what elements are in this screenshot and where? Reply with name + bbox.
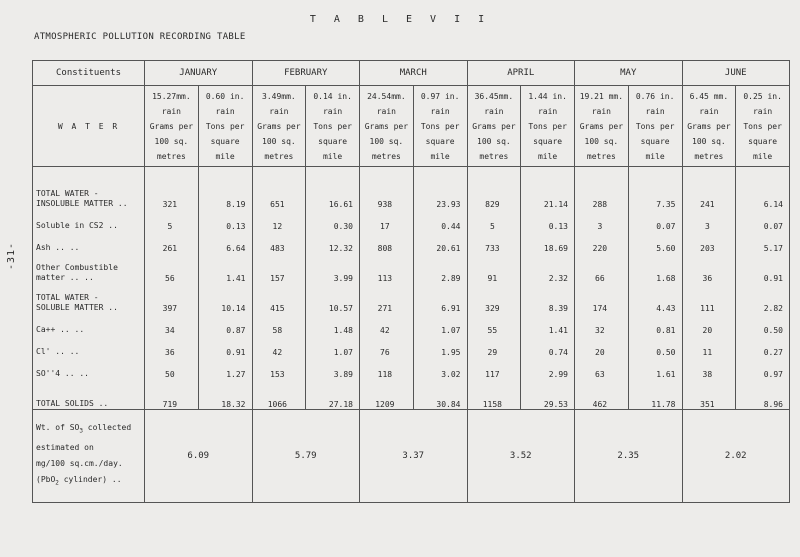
tons-value: 1.07 — [413, 313, 467, 335]
grams-value: 271 — [360, 283, 414, 313]
tons-value: 2.82 — [736, 283, 790, 313]
unit-line: 100 sq. — [262, 136, 296, 146]
unit-line: mile — [537, 151, 558, 161]
tons-value: 30.84 — [413, 379, 467, 410]
constituent-name-line: TOTAL SOLIDS .. — [36, 399, 109, 408]
constituent-name — [33, 379, 145, 410]
unit-line: square — [318, 136, 348, 146]
grams-unit-cell — [575, 86, 629, 167]
tons-unit-cell — [628, 86, 682, 167]
grams-value: 483 — [252, 231, 306, 253]
tons-value: 29.53 — [521, 379, 575, 410]
so3-value: 3.37 — [360, 410, 468, 503]
grams-value: 12 — [252, 209, 306, 231]
constituent-name — [33, 179, 145, 209]
grams-value: 1158 — [467, 379, 521, 410]
constituent-name — [33, 253, 145, 283]
month-header: MAY — [575, 61, 683, 86]
unit-line: metres — [264, 151, 294, 161]
constituent-name-line: INSOLUBLE MATTER .. — [36, 199, 128, 208]
tons-unit-cell — [736, 86, 790, 167]
so3-value: 5.79 — [252, 410, 360, 503]
rainfall-in: 0.97 in. — [420, 91, 460, 101]
tons-value: 0.97 — [736, 357, 790, 379]
rain-word: rain — [215, 106, 235, 116]
constituent-name — [33, 313, 145, 335]
tons-value: 5.60 — [628, 231, 682, 253]
so3-label-line: Wt. of $SO_3$ collected — [36, 423, 132, 435]
rainfall-in: 0.14 in. — [313, 91, 352, 101]
tons-value: 5.17 — [736, 231, 790, 253]
tons-unit-cell — [521, 86, 575, 167]
tons-value: 0.91 — [736, 253, 790, 283]
tons-value: 18.32 — [198, 379, 252, 410]
grams-value: 719 — [145, 379, 199, 410]
grams-value: 111 — [682, 283, 736, 313]
grams-value: 733 — [467, 231, 521, 253]
grams-value: 157 — [252, 253, 306, 283]
unit-line: square — [425, 136, 455, 146]
grams-value: 42 — [252, 335, 306, 357]
constituent-name-line: Soluble in CS2 .. — [36, 221, 118, 230]
tons-value: 18.69 — [521, 231, 575, 253]
rain-word: rain — [699, 106, 719, 116]
tons-value: 0.13 — [521, 209, 575, 231]
rainfall-mm: 24.54mm. — [367, 91, 406, 101]
constituent-name-line: TOTAL WATER - — [36, 293, 99, 302]
spacer-cell — [360, 167, 414, 180]
grams-value: 34 — [145, 313, 199, 335]
tons-value: 6.91 — [413, 283, 467, 313]
grams-value: 91 — [467, 253, 521, 283]
table-row — [33, 335, 790, 357]
rain-word: rain — [752, 106, 773, 116]
grams-value: 36 — [682, 253, 736, 283]
rain-word: rain — [376, 106, 396, 116]
grams-value: 56 — [145, 253, 199, 283]
tons-value: 0.74 — [521, 335, 575, 357]
unit-line: square — [533, 136, 563, 146]
rainfall-mm: 3.49mm. — [262, 91, 296, 101]
grams-unit-cell — [467, 86, 521, 167]
tons-value: 0.50 — [736, 313, 790, 335]
rainfall-mm: 6.45 mm. — [689, 91, 729, 101]
grams-value: 11 — [682, 335, 736, 357]
month-header: JUNE — [682, 61, 790, 86]
grams-unit-cell — [682, 86, 736, 167]
constituent-name-line: Ca++ .. .. — [36, 325, 85, 334]
unit-line: Grams per — [257, 121, 301, 131]
tons-value: 10.14 — [198, 283, 252, 313]
grams-value: 829 — [467, 179, 521, 209]
tons-value: 0.30 — [306, 209, 360, 231]
unit-line: mile — [645, 151, 665, 161]
table-row — [33, 313, 790, 335]
tons-value: 2.99 — [521, 357, 575, 379]
tons-value: 27.18 — [306, 379, 360, 410]
unit-line: Grams per — [364, 121, 409, 131]
grams-value: 462 — [575, 379, 629, 410]
tons-value: 0.27 — [736, 335, 790, 357]
tons-value: 0.87 — [198, 313, 252, 335]
rainfall-mm: 19.21 mm. — [579, 91, 624, 101]
tons-value: 12.32 — [306, 231, 360, 253]
tons-value: 0.07 — [628, 209, 682, 231]
spacer-cell — [306, 167, 360, 180]
unit-line: metres — [371, 151, 401, 161]
grams-value: 66 — [575, 253, 629, 283]
tons-value: 10.57 — [306, 283, 360, 313]
constituent-name-line: TOTAL WATER - — [36, 189, 99, 198]
tons-value: 6.64 — [198, 231, 252, 253]
unit-line: square — [748, 136, 778, 146]
spacer-cell — [521, 167, 575, 180]
grams-value: 1066 — [252, 379, 306, 410]
spacer-cell — [252, 167, 306, 180]
unit-line: metres — [586, 151, 616, 161]
grams-value: 261 — [145, 231, 199, 253]
tons-value: 1.61 — [628, 357, 682, 379]
so3-label — [33, 410, 145, 503]
grams-value: 1209 — [360, 379, 414, 410]
spacer-cell — [33, 167, 145, 180]
table-heading: T A B L E V I I — [309, 14, 491, 25]
grams-unit-cell — [252, 86, 306, 167]
grams-value: 938 — [360, 179, 414, 209]
grams-value: 50 — [145, 357, 199, 379]
constituent-name-line: Cl' .. .. — [36, 347, 80, 356]
tons-value: 11.78 — [628, 379, 682, 410]
grams-value: 174 — [575, 283, 629, 313]
grams-unit-cell — [360, 86, 414, 167]
grams-value: 351 — [682, 379, 736, 410]
unit-line: mile — [752, 151, 773, 161]
constituent-name-line: matter .. .. — [36, 273, 94, 282]
grams-value: 220 — [575, 231, 629, 253]
rainfall-in: 0.76 in. — [635, 91, 675, 101]
constituent-name — [33, 283, 145, 313]
rainfall-in: 1.44 in. — [528, 91, 567, 101]
rainfall-in: 0.60 in. — [205, 91, 245, 101]
unit-line: Tons per — [205, 121, 245, 131]
constituent-name-line: Other Combustible — [36, 263, 118, 272]
tons-value: 4.43 — [628, 283, 682, 313]
tons-value: 3.02 — [413, 357, 467, 379]
rain-word: rain — [269, 106, 289, 116]
grams-value: 32 — [575, 313, 629, 335]
unit-line: Tons per — [313, 121, 352, 131]
tons-value: 1.41 — [198, 253, 252, 283]
so3-value: 6.09 — [145, 410, 253, 503]
grams-value: 5 — [467, 209, 521, 231]
rain-word: rain — [484, 106, 504, 116]
grams-value: 651 — [252, 179, 306, 209]
rain-word: rain — [591, 106, 611, 116]
constituent-name-line: SO''4 .. .. — [36, 369, 89, 378]
unit-line: Grams per — [579, 121, 624, 131]
tons-value: 21.14 — [521, 179, 575, 209]
tons-unit-cell — [413, 86, 467, 167]
unit-line: 100 sq. — [584, 136, 619, 146]
rain-word: rain — [430, 106, 450, 116]
table-row — [33, 379, 790, 410]
spacer-cell — [628, 167, 682, 180]
grams-value: 153 — [252, 357, 306, 379]
unit-line: 100 sq. — [369, 136, 404, 146]
grams-value: 113 — [360, 253, 414, 283]
grams-value: 241 — [682, 179, 736, 209]
tons-value: 0.07 — [736, 209, 790, 231]
unit-line: Grams per — [687, 121, 731, 131]
grams-value: 36 — [145, 335, 199, 357]
water-label: W A T E R — [33, 86, 145, 167]
so3-label-line: (PbO$_2$ cylinder) .. — [36, 475, 122, 487]
tons-value: 0.13 — [198, 209, 252, 231]
grams-value: 415 — [252, 283, 306, 313]
grams-value: 3 — [682, 209, 736, 231]
rainfall-units-row — [33, 86, 790, 167]
so3-value: 2.35 — [575, 410, 683, 503]
table-row — [33, 209, 790, 231]
grams-value: 63 — [575, 357, 629, 379]
constituent-name — [33, 231, 145, 253]
grams-value: 38 — [682, 357, 736, 379]
rainfall-mm: 36.45mm. — [474, 91, 514, 101]
so3-label-line: mg/100 sq.cm./day. — [36, 459, 123, 468]
page-number: -31- — [6, 241, 17, 270]
tons-value: 20.61 — [413, 231, 467, 253]
unit-line: Tons per — [420, 121, 460, 131]
grams-value: 42 — [360, 313, 414, 335]
tons-value: 1.27 — [198, 357, 252, 379]
unit-line: square — [640, 136, 670, 146]
spacer-cell — [575, 167, 629, 180]
tons-value: 0.81 — [628, 313, 682, 335]
grams-value: 118 — [360, 357, 414, 379]
rain-word: rain — [645, 106, 665, 116]
table-row — [33, 357, 790, 379]
unit-line: metres — [156, 151, 186, 161]
tons-value: 2.89 — [413, 253, 467, 283]
tons-value: 1.07 — [306, 335, 360, 357]
unit-line: Grams per — [472, 121, 516, 131]
rain-word: rain — [537, 106, 558, 116]
month-header: JANUARY — [145, 61, 253, 86]
grams-value: 17 — [360, 209, 414, 231]
spacer-row — [33, 167, 790, 180]
grams-value: 76 — [360, 335, 414, 357]
tons-unit-cell — [306, 86, 360, 167]
constituent-name — [33, 209, 145, 231]
grams-value: 5 — [145, 209, 199, 231]
spacer-cell — [145, 167, 199, 180]
month-header-row — [33, 61, 790, 86]
grams-value: 397 — [145, 283, 199, 313]
so3-value: 2.02 — [682, 410, 790, 503]
grams-value: 808 — [360, 231, 414, 253]
tons-value: 1.48 — [306, 313, 360, 335]
rain-word: rain — [161, 106, 181, 116]
tons-value: 1.41 — [521, 313, 575, 335]
spacer-cell — [413, 167, 467, 180]
tons-value: 6.14 — [736, 179, 790, 209]
unit-line: Tons per — [528, 121, 567, 131]
tons-value: 1.95 — [413, 335, 467, 357]
unit-line: 100 sq. — [154, 136, 189, 146]
tons-value: 23.93 — [413, 179, 467, 209]
table-subtitle: ATMOSPHERIC POLLUTION RECORDING TABLE — [34, 32, 246, 42]
grams-value: 321 — [145, 179, 199, 209]
tons-value: 0.91 — [198, 335, 252, 357]
tons-value: 8.96 — [736, 379, 790, 410]
so3-row — [33, 410, 790, 503]
tons-value: 3.99 — [306, 253, 360, 283]
table-row — [33, 253, 790, 283]
grams-value: 20 — [682, 313, 736, 335]
spacer-cell — [736, 167, 790, 180]
unit-line: mile — [322, 151, 343, 161]
month-header: APRIL — [467, 61, 575, 86]
tons-unit-cell — [198, 86, 252, 167]
grams-value: 20 — [575, 335, 629, 357]
tons-value: 7.35 — [628, 179, 682, 209]
table-row — [33, 179, 790, 209]
tons-value: 0.44 — [413, 209, 467, 231]
unit-line: square — [210, 136, 240, 146]
constituent-name-line: SOLUBLE MATTER .. — [36, 303, 118, 312]
grams-value: 55 — [467, 313, 521, 335]
rainfall-mm: 15.27mm. — [152, 91, 191, 101]
tons-value: 8.19 — [198, 179, 252, 209]
grams-unit-cell — [145, 86, 199, 167]
tons-value: 1.68 — [628, 253, 682, 283]
grams-value: 29 — [467, 335, 521, 357]
grams-value: 117 — [467, 357, 521, 379]
constituent-name — [33, 357, 145, 379]
unit-line: metres — [694, 151, 724, 161]
grams-value: 288 — [575, 179, 629, 209]
spacer-cell — [198, 167, 252, 180]
unit-line: metres — [479, 151, 509, 161]
rain-word: rain — [322, 106, 343, 116]
tons-value: 2.32 — [521, 253, 575, 283]
unit-line: mile — [430, 151, 450, 161]
grams-value: 329 — [467, 283, 521, 313]
so3-value: 3.52 — [467, 410, 575, 503]
constituents-header: Constituents — [33, 61, 145, 86]
rainfall-in: 0.25 in. — [743, 91, 782, 101]
unit-line: 100 sq. — [692, 136, 726, 146]
table-row — [33, 283, 790, 313]
month-header: FEBRUARY — [252, 61, 360, 86]
pollution-table — [32, 60, 790, 503]
unit-line: 100 sq. — [477, 136, 511, 146]
spacer-cell — [467, 167, 521, 180]
unit-line: Grams per — [149, 121, 194, 131]
tons-value: 16.61 — [306, 179, 360, 209]
grams-value: 58 — [252, 313, 306, 335]
month-header: MARCH — [360, 61, 468, 86]
unit-line: mile — [215, 151, 235, 161]
constituent-name-line: Ash .. .. — [36, 243, 80, 252]
tons-value: 3.89 — [306, 357, 360, 379]
so3-label-line: estimated on — [36, 443, 94, 452]
unit-line: Tons per — [743, 121, 782, 131]
table-row — [33, 231, 790, 253]
unit-line: Tons per — [635, 121, 675, 131]
constituent-name — [33, 335, 145, 357]
tons-value: 8.39 — [521, 283, 575, 313]
spacer-cell — [682, 167, 736, 180]
tons-value: 0.50 — [628, 335, 682, 357]
grams-value: 3 — [575, 209, 629, 231]
grams-value: 203 — [682, 231, 736, 253]
